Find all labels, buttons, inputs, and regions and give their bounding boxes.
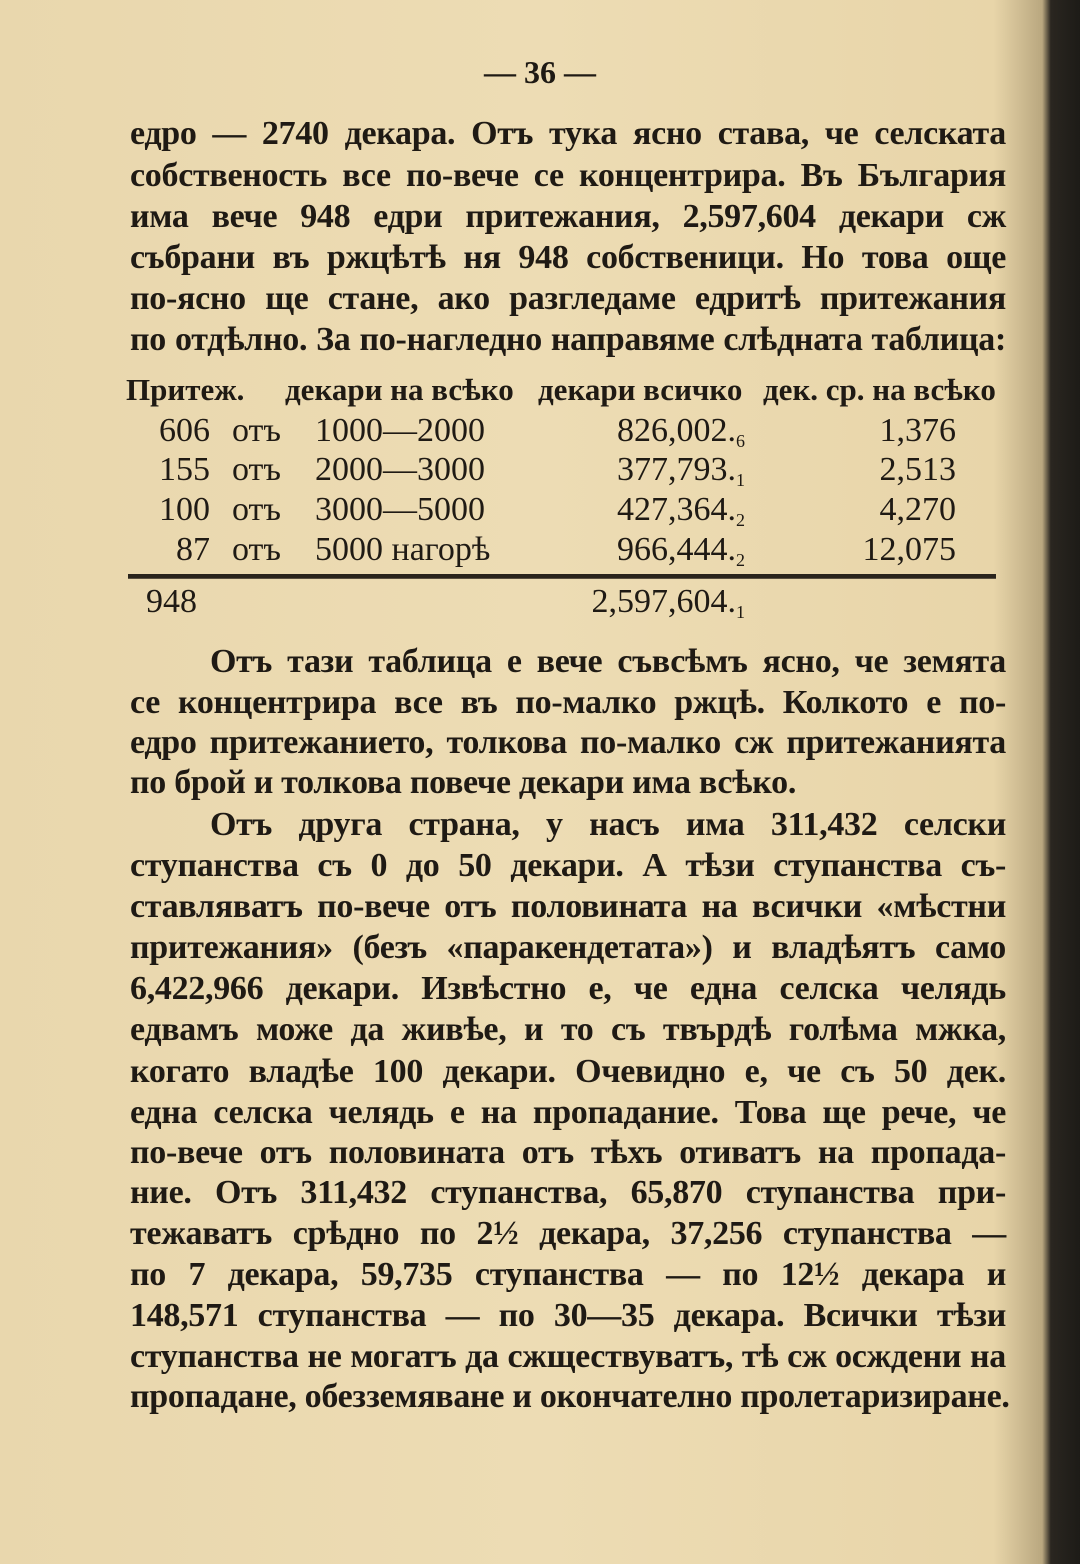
sum-total-value: 2,597,604.	[591, 583, 736, 620]
text-line: по 7 декара, 59,735 ступанства — по 12½ декара и	[130, 1256, 1006, 1293]
table-sum-rule	[128, 574, 996, 579]
text-line: по брой и толкова повече декари има всѣко.	[130, 764, 797, 801]
total-subscript: 1	[736, 470, 745, 490]
text-line: ступанства не могатъ да сжществуватъ, тѣ сж осждени на	[130, 1338, 1006, 1375]
cell-count: 155	[159, 451, 210, 488]
text-line: ступанства съ 0 до 50 декари. А тѣзи ступанства съ-	[130, 847, 1006, 884]
text-line: когато владѣе 100 декари. Очевидно е, че съ 50 дек.	[130, 1053, 1006, 1090]
cell-count: 87	[176, 531, 210, 568]
table-row	[120, 490, 1000, 530]
sum-count: 948	[146, 583, 197, 620]
text-line: по отдѣлно. За по-нагледно направяме слѣдната таблица:	[130, 321, 1006, 358]
text-line: събрани въ ржцѣтѣ ня 948 собственици. Но това още	[130, 239, 1006, 276]
text-line: тежаватъ срѣдно по 2½ декара, 37,256 ступанства —	[130, 1215, 1006, 1252]
text-line: притежания» (безъ «паракендетата») и владѣятъ само	[130, 929, 1006, 966]
header-holdings: Притеж.	[126, 372, 245, 407]
total-subscript: 2	[736, 510, 745, 530]
cell-from: отъ	[232, 491, 281, 528]
text-line: ставляватъ по-вече отъ половината на всички «мѣстни	[130, 888, 1006, 925]
table-header	[120, 370, 1000, 410]
cell-from: отъ	[232, 531, 281, 568]
header-decares-each: декари на всѣко	[285, 372, 514, 407]
sum-total-subscript: 1	[736, 602, 745, 622]
cell-total	[520, 530, 745, 580]
text-line: едвамъ може да живѣе, и то съ твърдѣ голѣма мжка,	[130, 1011, 1006, 1048]
cell-avg: 2,513	[879, 451, 956, 488]
total-subscript: 6	[736, 431, 745, 451]
total-subscript: 2	[736, 550, 745, 570]
text-line: собственость все по-вече се концентрира. Въ България	[130, 157, 1006, 194]
text-line: пропадане, обезземяване и окончателно пролетаризиране.	[130, 1378, 1010, 1415]
text-line: едро притежанието, толкова по-малко сж притежанията	[130, 724, 1006, 761]
cell-count: 606	[159, 412, 210, 449]
header-avg-each: дек. ср. на всѣко	[763, 372, 996, 407]
sum-total	[520, 582, 745, 632]
text-line: има вече 948 едри притежания, 2,597,604 декари сж	[130, 198, 1006, 235]
cell-avg: 4,270	[879, 491, 956, 528]
page-number: — 36 —	[484, 54, 596, 90]
cell-range: 3000—5000	[315, 491, 485, 528]
total-value: 377,793.	[617, 451, 736, 488]
table-sum-row	[120, 582, 1000, 622]
cell-range: 1000—2000	[315, 412, 485, 449]
cell-range: 2000—3000	[315, 451, 485, 488]
text-line: 148,571 ступанства — по 30—35 декара. Всички тѣзи	[130, 1297, 1006, 1334]
text-line: се концентрира все въ по-малко ржцѣ. Колкото е по-	[130, 684, 1006, 721]
text-line: по-ясно ще стане, ако разгледаме едритѣ притежания	[130, 280, 1006, 317]
total-value: 427,364.	[617, 491, 736, 528]
text-line: Отъ тази таблица е вече съвсѣмъ ясно, че земята	[210, 643, 1006, 680]
cell-from: отъ	[232, 412, 281, 449]
table-row	[120, 530, 1000, 570]
text-line: Отъ друга страна, у насъ има 311,432 селски	[210, 806, 1006, 843]
text-line: една селска челядь е на пропадание. Това ще рече, че	[130, 1094, 1006, 1131]
cell-avg: 12,075	[862, 531, 956, 568]
cell-avg: 1,376	[879, 412, 956, 449]
text-line: ние. Отъ 311,432 ступанства, 65,870 ступанства при-	[130, 1174, 1006, 1211]
text-line: 6,422,966 декари. Извѣстно е, че една селска челядь	[130, 970, 1006, 1007]
cell-count: 100	[159, 491, 210, 528]
total-value: 966,444.	[617, 531, 736, 568]
cell-range: 5000 нагорѣ	[315, 531, 491, 568]
header-decares-total: декари всичко	[538, 372, 743, 407]
cell-from: отъ	[232, 451, 281, 488]
table-row	[120, 411, 1000, 451]
table-row	[120, 450, 1000, 490]
total-value: 826,002.	[617, 412, 736, 449]
text-line: едро — 2740 декара. Отъ тука ясно става, че селската	[130, 115, 1006, 152]
text-line: по-вече отъ половината отъ тѣхъ отиватъ на пропада-	[130, 1134, 1006, 1171]
